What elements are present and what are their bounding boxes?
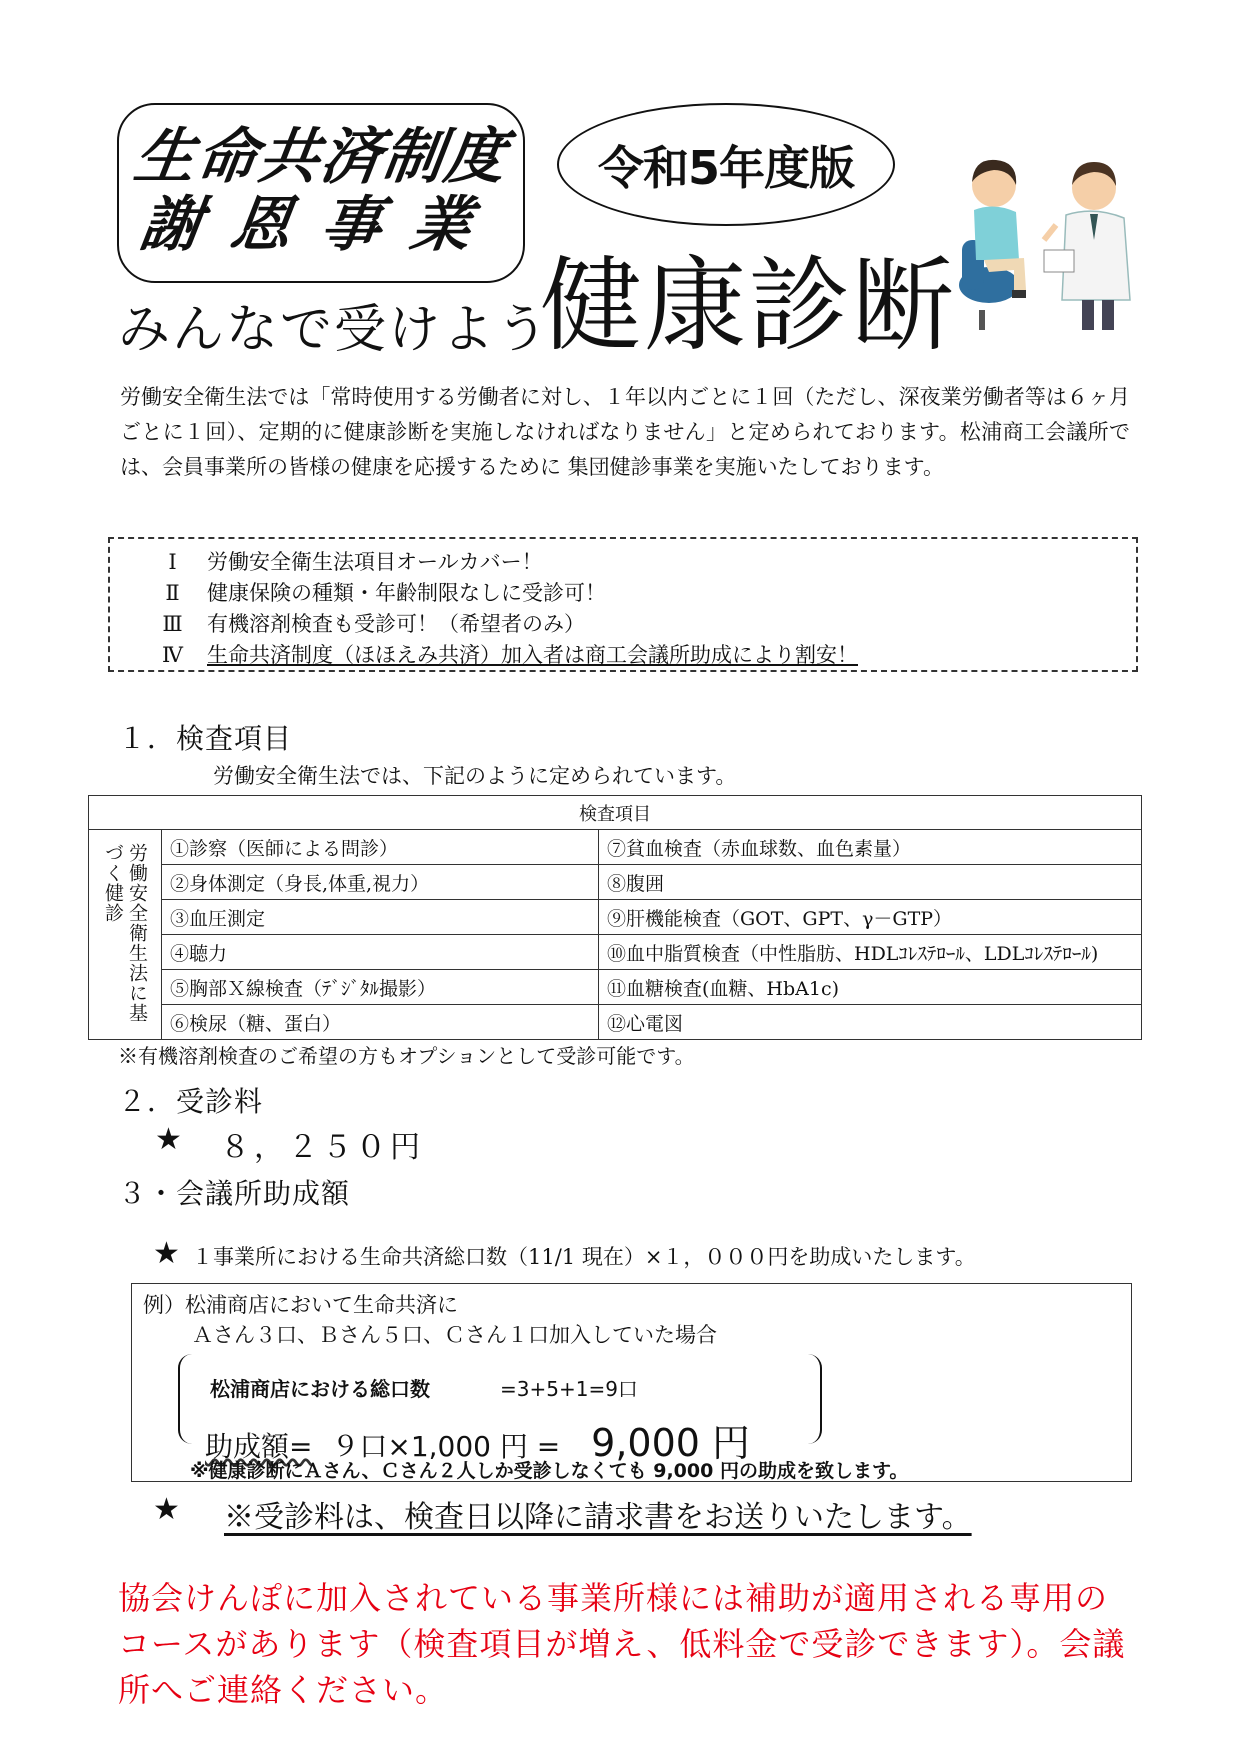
doctor-consultation-illustration xyxy=(944,140,1144,340)
exam-items-table xyxy=(88,795,1142,1040)
feature-number: Ⅳ xyxy=(162,643,183,667)
star-icon: ★ xyxy=(153,1236,180,1271)
exam-fee: ８，２５０円 xyxy=(220,1130,424,1165)
intro-paragraph: 労働安全衛生法では「常時使用する労働者に対し、１年以内ごとに１回（ただし、深夜業労働者等は６ヶ月ごとに１回）、定期的に健康診断を実施しなければなりません」と定められております。松浦商工会議所では、会員事業所の皆様の健康を応援するために 集団健診事業を実施いたしております。 xyxy=(120,385,1130,479)
table-row xyxy=(89,830,1142,865)
features-box xyxy=(108,537,1138,672)
subsidy-total: 9,000 円 xyxy=(591,1421,751,1465)
feature-number: Ⅰ xyxy=(168,550,177,574)
table-cell: ⑤胸部Ｘ線検査（ﾃﾞｼﾞﾀﾙ撮影） xyxy=(162,970,599,1005)
feature-item xyxy=(150,578,1136,609)
program-badge xyxy=(117,103,525,283)
total-units-expression: =3+5+1=9口 xyxy=(500,1377,638,1401)
table-note: ※有機溶剤検査のご希望の方もオプションとして受診可能です。 xyxy=(118,1044,695,1068)
table-cell: ①診察（医師による問診） xyxy=(162,830,599,865)
subsidy-label: 助成額= xyxy=(205,1430,313,1463)
page-title: 健康診断 xyxy=(540,247,956,366)
feature-text: 有機溶剤検査も受診可！（希望者のみ） xyxy=(207,612,585,636)
section-2-heading: ２．受診料 xyxy=(118,1085,264,1118)
example-note: ※健康診断にＡさん、Ｃさん２人しか受診しなくても 9,000 円の助成を致します。 xyxy=(190,1460,909,1482)
feature-text: 健康保険の種類・年齢制限なしに受診可！ xyxy=(207,581,606,605)
table-cell: ⑩血中脂質検査（中性脂肪、HDLｺﾚｽﾃﾛｰﾙ、LDLｺﾚｽﾃﾛｰﾙ) xyxy=(599,935,1142,970)
badge-line-1: 生命共済制度 xyxy=(130,122,512,192)
star-icon: ★ xyxy=(153,1492,180,1527)
section-1-heading: １．検査項目 xyxy=(118,722,293,755)
table-cell: ④聴力 xyxy=(162,935,599,970)
feature-number: Ⅲ xyxy=(162,612,183,636)
example-line-1: 例）松浦商店において生命共済に xyxy=(143,1293,458,1317)
feature-item xyxy=(150,640,1136,671)
table-row xyxy=(89,865,1142,900)
slogan: みんなで受けよう xyxy=(118,300,551,360)
table-row xyxy=(89,935,1142,970)
side-label: 労働安全衛生法に基づく健診 xyxy=(102,842,148,1023)
section-1-subtitle: 労働安全衛生法では、下記のように定められています。 xyxy=(213,764,737,788)
table-header: 検査項目 xyxy=(89,796,1142,830)
badge-line-2: 謝恩事業 xyxy=(136,190,506,260)
table-cell: ②身体測定（身長,体重,視力） xyxy=(162,865,599,900)
feature-text: 生命共済制度（ほほえみ共済）加入者は商工会議所助成により割安！ xyxy=(207,643,858,667)
total-units-label: 松浦商店における総口数 xyxy=(210,1377,430,1401)
table-row xyxy=(89,1005,1142,1040)
table-cell: ⑧腹囲 xyxy=(599,865,1142,900)
subsidy-description: １事業所における生命共済総口数（11/1 現在）×１，０００円を助成いたします。 xyxy=(192,1245,976,1269)
table-cell: ③血圧測定 xyxy=(162,900,599,935)
feature-item xyxy=(150,547,1136,578)
feature-number: Ⅱ xyxy=(165,581,180,605)
subsidy-expression: ９口×1,000 円 = xyxy=(331,1430,561,1463)
feature-text: 労働安全衛生法項目オールカバー！ xyxy=(207,550,543,574)
edition-label: 令和5年度版 xyxy=(557,103,895,226)
table-row xyxy=(89,970,1142,1005)
billing-note: ※受診料は、検査日以降に請求書をお送りいたします。 xyxy=(224,1500,972,1535)
example-line-2: Ａさん３口、Ｂさん５口、Ｃさん１口加入していた場合 xyxy=(192,1323,717,1347)
feature-item xyxy=(150,609,1136,640)
star-icon: ★ xyxy=(155,1122,182,1157)
section-3-heading: ３・会議所助成額 xyxy=(118,1177,351,1210)
side-label-cell xyxy=(89,830,162,1040)
table-cell: ⑥検尿（糖、蛋白） xyxy=(162,1005,599,1040)
table-cell: ⑨肝機能検査（GOT、GPT、γ－GTP） xyxy=(599,900,1142,935)
table-cell: ⑪血糖検査(血糖、HbA1c) xyxy=(599,970,1142,1005)
table-cell: ⑫心電図 xyxy=(599,1005,1142,1040)
table-cell: ⑦貧血検査（赤血球数、血色素量） xyxy=(599,830,1142,865)
table-row xyxy=(89,900,1142,935)
kyokai-kenpo-notice: 協会けんぽに加入されている事業所様には補助が適用される専用のコースがあります（検査項目が増え、低料金で受診できます）。会議所へご連絡ください。 xyxy=(118,1579,1126,1709)
